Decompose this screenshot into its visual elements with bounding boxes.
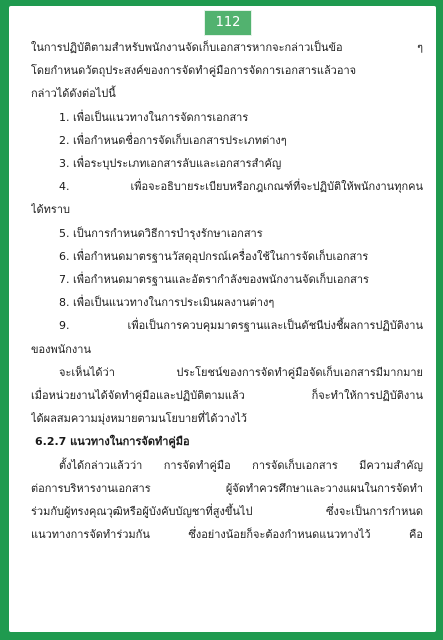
list-item: 5. เป็นการกำหนดวิธีการบำรุงรักษาเอกสาร <box>59 226 263 240</box>
body-line: ได้ผลสมความมุ่งหมายตามนโยบายที่ได้วางไว้ <box>31 412 247 426</box>
body-line: โดยกำหนดวัตถุประสงค์ของการจัดทำคู่มือการจัดการเอกสารแล้วอาจ <box>31 64 357 78</box>
list-item: 6. เพื่อกำหนดมาตรฐานวัสดุอุปกรณ์เครื่องใช้ในการจัดเก็บเอกสาร <box>59 249 369 263</box>
body-line: จะเห็นได้ว่า ประโยชน์ของการจัดทำคู่มือจัดเก็บเอกสารมีมากมาย <box>59 365 423 379</box>
list-item: 9. เพื่อเป็นการควบคุมมาตรฐานและเป็นดัชนีบ่งชี้ผลการปฏิบัติงาน <box>59 319 423 333</box>
page-number: 112 <box>204 10 252 36</box>
body-line: เมื่อหน่วยงานได้จัดทำคู่มือและปฏิบัติตามแล้ว ก็จะทำให้การปฏิบัติงาน <box>31 389 423 403</box>
body-line: ต่อการบริหารงานเอกสาร ผู้จัดทำควรศึกษาและวางแผนในการจัดทำ <box>31 481 423 495</box>
list-item: 1. เพื่อเป็นแนวทางในการจัดการเอกสาร <box>59 110 249 124</box>
document-body <box>31 36 423 546</box>
list-item: 7. เพื่อกำหนดมาตรฐานและอัตรากำลังของพนักงานจัดเก็บเอกสาร <box>59 273 369 287</box>
body-line: ร่วมกับผู้ทรงคุณวุฒิหรือผู้บังคับบัญชาที่สูงขึ้นไป ซึ่งจะเป็นการกำหนด <box>31 505 423 519</box>
body-line: ได้ทราบ <box>31 203 70 217</box>
body-line: ตั้งได้กล่าวแล้วว่า การจัดทำคู่มือ การจัดเก็บเอกสาร มีความสำคัญ <box>59 458 423 472</box>
list-item: 4. เพื่อจะอธิบายระเบียบหรือกฎเกณฑ์ที่จะปฏิบัติให้พนักงานทุกคน <box>59 180 423 194</box>
body-line: ของพนักงาน <box>31 342 91 356</box>
section-heading: 6.2.7 แนวทางในการจัดทำคู่มือ <box>35 435 190 449</box>
body-line: ในการปฏิบัติตามสำหรับพนักงานจัดเก็บเอกสารหากจะกล่าวเป็นข้อ ๆ <box>31 41 423 54</box>
list-item: 2. เพื่อกำหนดชื่อการจัดเก็บเอกสารประเภทต่างๆ <box>59 133 287 147</box>
list-item: 8. เพื่อเป็นแนวทางในการประเมินผลงานต่างๆ <box>59 296 275 310</box>
list-item: 3. เพื่อระบุประเภทเอกสารลับและเอกสารสำคัญ <box>59 157 282 171</box>
body-line: แนวทางการจัดทำร่วมกัน ซึ่งอย่างน้อยก็จะต้องกำหนดแนวทางไว้ คือ <box>31 528 423 542</box>
body-line: กล่าวได้ดังต่อไปนี้ <box>31 87 116 101</box>
